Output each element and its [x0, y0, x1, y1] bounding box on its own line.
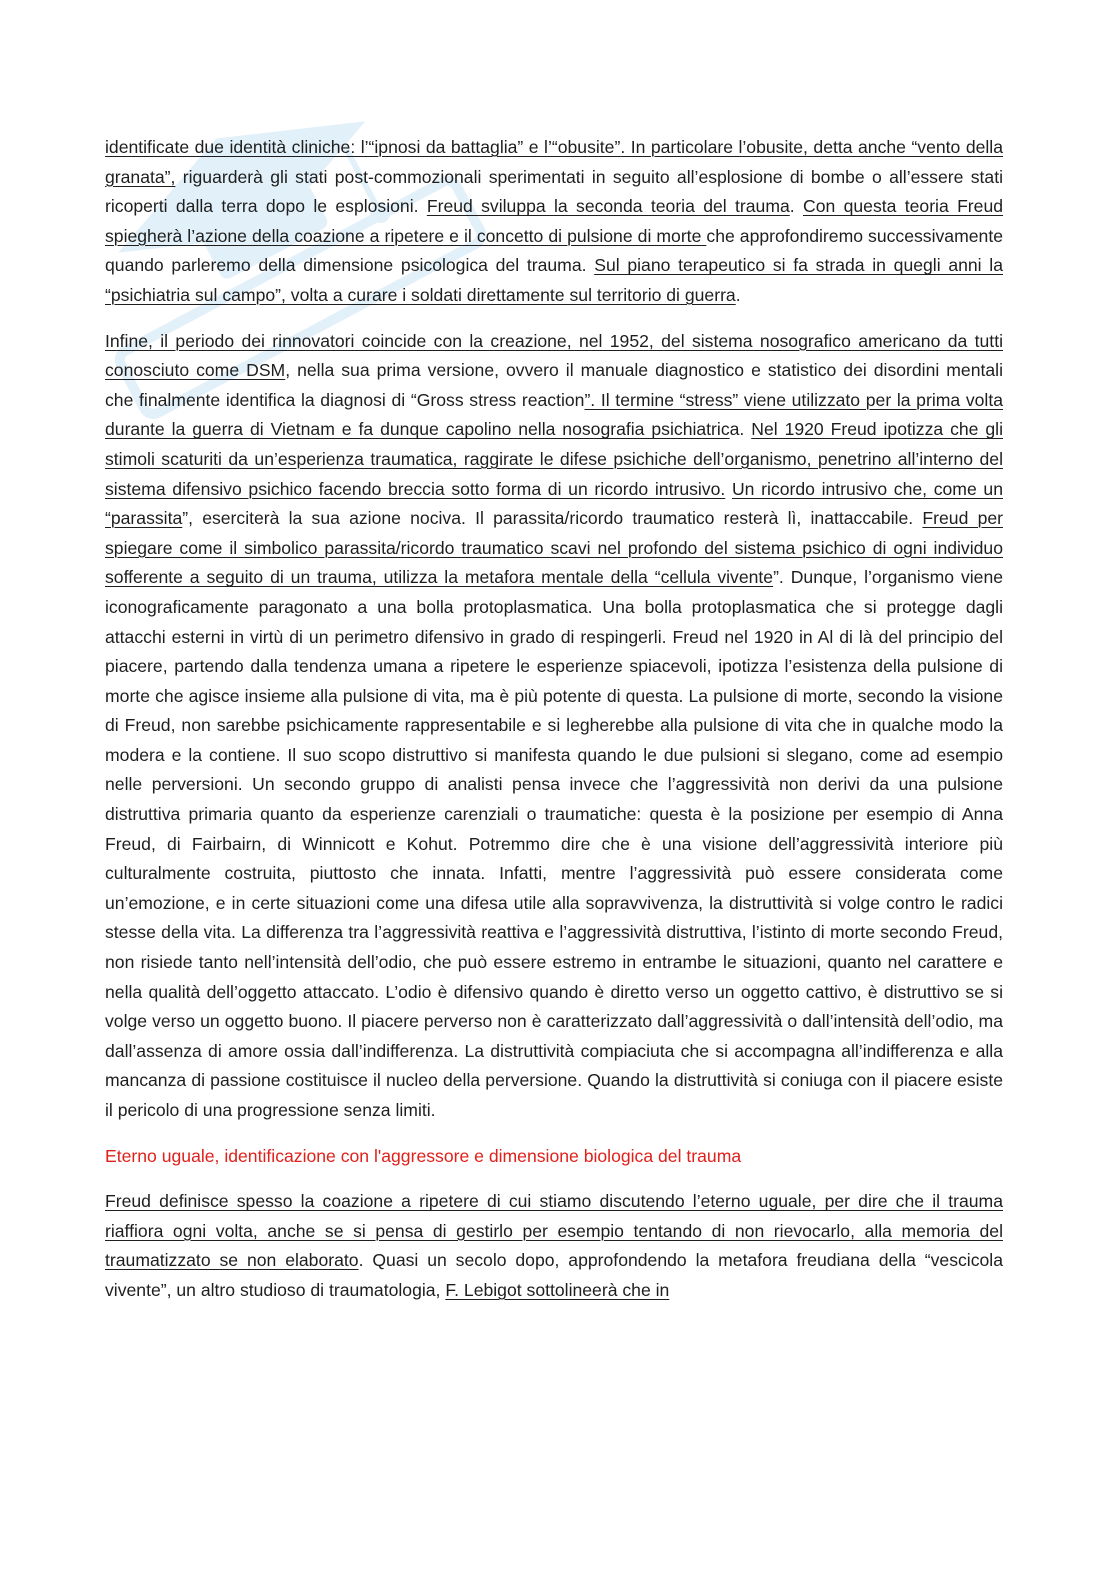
text-run: ”, eserciterà la sua azione nociva. Il parassita/ricordo traumatico resterà lì, inattaccabile. [182, 508, 923, 529]
underlined-text: Sul piano terapeutico si fa strada in quegli anni la “psichiatria sul campo”, volta a curare i soldati direttamente sul territorio di guerra [105, 255, 1003, 305]
section-heading: Eterno uguale, identificazione con l'aggressore e dimensione biologica del trauma [105, 1145, 742, 1166]
text-run: , nella sua prima versione, ovvero il manuale diagnostico e statistico dei disordini mentali che finalmente identifica la diagnosi di “Gross stress reaction [105, 360, 1003, 410]
paragraph [105, 133, 1003, 311]
underlined-text: F. Lebigot sottolineerà che in [445, 1279, 670, 1300]
text-run: ”. Dunque, l’organismo viene iconograficamente paragonato a una bolla protoplasmatica. Una bolla protoplasmatica che si protegge dagli attacchi esterni in virtù di un perimetro difensivo in grado di respingerli. Freud nel 1920 in Al di là del principio del piacere, partendo dalla tendenza umana a ripetere le esperienze spiacevoli, ipotizza l’esistenza della pulsione di morte che agisce insieme alla pulsione di vita, ma è più potente di questa. La pulsione di morte, secondo la visione di Freud, non sarebbe psichicamente rappresentabile e si legherebbe alla pulsione di vita che in qualche modo la modera e la contiene. Il suo scopo distruttivo si manifesta quando le due pulsioni si slegano, come ad esempio nelle perversioni. Un secondo gruppo di analisti pensa invece che l’aggressività non derivi da una pulsione distruttiva primaria quanto da esperienze carenziali o traumatiche: questa è la posizione per esempio di Anna Freud, di Fairbairn, di Winnicott e Kohut. Potremmo dire che è una visione dell’aggressività interiore più culturalmente costruita, piuttosto che innata. Infatti, mentre l’aggressività può essere considerata come un’emozione, e in certe situazioni come una difesa utile alla sopravvivenza, la distruttività si volge contro le radici stesse della vita. La differenza tra l’aggressività reattiva e l’aggressività distruttiva, l’istinto di morte secondo Freud, non risiede tanto nell’intensità dell’odio, che può essere estremo in entrambe le situazioni, quanto nel carattere e nella qualità dell’oggetto attaccato. L’odio è difensivo quando è diretto verso un oggetto cattivo, è distruttivo se si volge verso un oggetto buono. Il piacere perverso non è caratterizzato dall’aggressività o dall’intensità dell’odio, ma dall’assenza di amore ossia dall’indifferenza. La distruttività compiaciuta che si accompagna all’indifferenza e alla mancanza di passione costituisce il nucleo della perversione. Quando la distruttività si coniuga con il piacere esiste il pericolo di una progressione senza limiti. [105, 567, 1004, 1120]
text-run: . [735, 284, 741, 305]
paragraph [105, 1187, 1003, 1305]
paragraph [105, 327, 1003, 1126]
text-run: a. [729, 419, 752, 440]
underlined-text: Freud per spiegare come il simbolico parassita/ricordo traumatico scavi nel profondo del sistema psichico di ogni individuo sofferente a seguito di un trauma, utilizza la metafora mentale della “cellula vivente [105, 508, 1003, 588]
text-run [725, 479, 732, 499]
text-run: . [789, 196, 803, 217]
underlined-text: identificate due identità cliniche: l’“ipnosi da battaglia” e l’“obusite” [105, 137, 621, 157]
text-run: . Quasi un secolo dopo, approfondendo la metafora freudiana della “vescicola vivente”, un altro studioso di traumatologia, [105, 1250, 1003, 1300]
underlined-text: Freud sviluppa la seconda teoria del trauma [426, 196, 790, 217]
text-run: riguarderà gli stati post-commozionali sperimentati in seguito all’esplosione di bombe o all’essere stati ricoperti dalla terra dopo le esplosioni. [105, 166, 1003, 217]
underlined-text: ”. Il termine “stress” viene utilizzato per la prima volta durante la guerra di Vietnam e fa dunque capolino nella nosografia psichiatric [105, 389, 1003, 440]
document-page [105, 133, 1003, 1322]
underlined-text: Nel 1920 Freud ipotizza che gli stimoli scaturiti da un’esperienza traumatica, raggirate le difese psichiche dell’organismo, penetrino all’interno del sistema difensivo psichico facendo breccia sotto forma di un ricordo intrusivo. [105, 419, 1004, 499]
underlined-text: Freud definisce spesso la coazione a ripetere di cui stiamo discutendo l’eterno uguale, per dire che il trauma riaffiora ogni volta, anche se si pensa di gestirlo per esempio tentando di non rievocarlo, alla memoria del traumatizzato se non elaborato [105, 1191, 1003, 1271]
text-run: che approfondiremo successivamente quando parleremo della dimensione psicologica del trauma. [105, 225, 1003, 276]
underlined-text: Con questa teoria Freud spiegherà l’azione della coazione a ripetere e il concetto di pulsione di morte [105, 196, 1004, 246]
underlined-text: . In particolare l’obusite, detta anche “vento della granata”, [105, 137, 1004, 187]
underlined-text: Un ricordo intrusivo che, come un “parassita [105, 478, 1003, 529]
underlined-text: Infine, il periodo dei rinnovatori coincide con la creazione, nel 1952, del sistema nosografico americano da tutti conosciuto come DSM [105, 330, 1003, 381]
